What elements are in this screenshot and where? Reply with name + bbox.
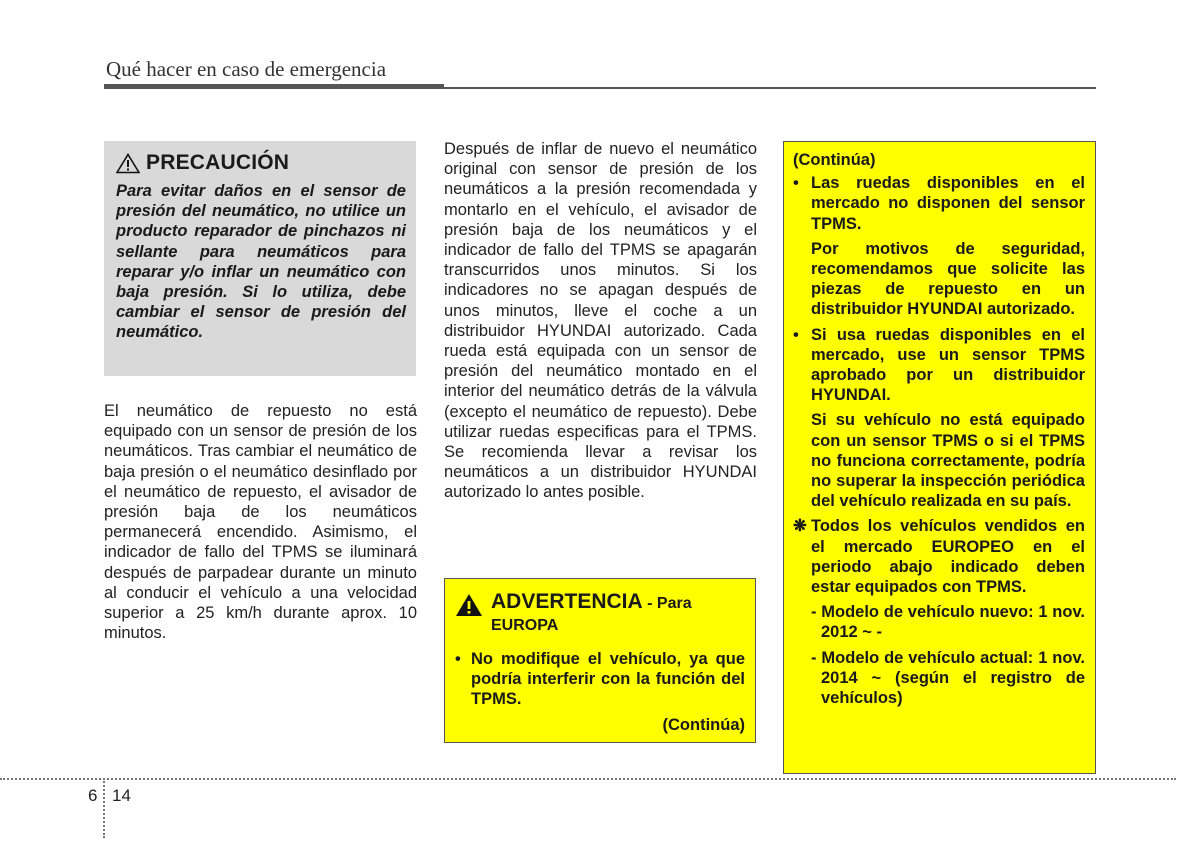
header-rule — [104, 84, 444, 89]
bullet-icon: • — [455, 650, 461, 668]
current-model-date: - Modelo de vehículo actual: 1 nov. 2014 ~ (según el registro de vehículos) — [811, 648, 1085, 708]
list-item — [793, 325, 1085, 406]
warning-triangle-icon — [116, 153, 140, 174]
asterisk-icon: ❋ — [793, 517, 807, 536]
bullet-icon: • — [793, 174, 799, 193]
chapter-number: 6 — [88, 786, 98, 805]
caution-box — [104, 141, 416, 376]
new-model-date: - Modelo de vehículo nuevo: 1 nov. 2012 ~ - — [811, 603, 1085, 642]
caution-label: PRECAUCIÓN — [146, 151, 290, 174]
warning-bullet-text: No modifique el vehículo, ya que podría interferir con la función del TPMS. — [471, 650, 745, 709]
tpms-reinflate-paragraph: Después de inflar de nuevo el neumático original con sensor de presión de los neumáticos a la presión recomendada y montarlo en el vehículo, el avisador de presión baja de los neumáticos y el indicador de fallo del TPMS se apagarán transcurridos unos minutos. Si los indicadores no se apagan después de unos minutos, lleve el coche a un distribuidor HYUNDAI autorizado. Cada rueda está equipada con un sensor de presión del neumático montado en el interior del neumático detrás de la válvula (excepto el neumático de repuesto). Debe utilizar ruedas especificas para el TPMS. Se recomienda llevar a revisar los neumáticos a un distribuidor HYUNDAI autorizado lo antes posible. — [444, 140, 757, 502]
list-item — [793, 516, 1085, 597]
list-item — [793, 173, 1085, 234]
warning-region: EUROPA — [491, 617, 559, 634]
footer-divider — [0, 778, 1176, 780]
page-header-title: Qué hacer en caso de emergencia — [106, 57, 387, 81]
eu-requirement-text: Todos los vehículos vendidos en el mercado EUROPEO en el periodo abajo indicado deben estar equipados con TPMS. — [811, 517, 1085, 597]
spare-tire-paragraph: El neumático de repuesto no está equipado con un sensor de presión de los neumáticos. Tras cambiar el neumático de baja presión o el neumático desinflado por el neumático de repuesto, el avisador de presión baja de los neumáticos permanecerá encendido. Asimismo, el indicador de fallo del TPMS se iluminará después de parpadear durante un minuto al conducir el vehículo a una velocidad superior a 25 km/h durante aprox. 10 minutos. — [104, 402, 417, 643]
header-rule-thin — [444, 87, 1096, 89]
page-number: 14 — [112, 786, 131, 805]
continued-heading: (Continúa) — [793, 151, 876, 169]
bullet2-text: Si usa ruedas disponibles en el mercado, use un sensor TPMS aprobado por un distribuidor HYUNDAI. — [811, 325, 1085, 405]
warning-title — [455, 591, 745, 637]
caution-text: Para evitar daños en el sensor de presión del neumático, no utilice un producto reparador de pinchazos ni sellante para neumáticos para reparar y/o inflar un neumático con baja presión. Si lo utiliza, debe cambiar el sensor de presión del neumático. — [116, 182, 406, 342]
warning-triangle-icon — [455, 593, 483, 617]
bullet1-text: Las ruedas disponibles en el mercado no disponen del sensor TPMS. — [811, 174, 1085, 233]
warning-bullet — [455, 649, 745, 710]
bullet1-note: Por motivos de seguridad, recomendamos que solicite las piezas de repuesto en un distribuidor HYUNDAI autorizado. — [811, 239, 1085, 319]
warning-box — [444, 578, 756, 743]
footer-vertical-divider — [103, 778, 105, 838]
continued-warning-box — [783, 141, 1096, 774]
bullet2-note: Si su vehículo no está equipado con un sensor TPMS o si el TPMS no funciona correctamente, podría no superar la inspección periódica del vehículo realizada en su país. — [811, 411, 1085, 511]
warning-subtitle: - Para — [647, 595, 692, 612]
caution-title — [116, 151, 406, 175]
continues-label: (Continúa) — [662, 715, 745, 734]
bullet-icon: • — [793, 325, 799, 344]
warning-label: ADVERTENCIA — [491, 590, 643, 613]
